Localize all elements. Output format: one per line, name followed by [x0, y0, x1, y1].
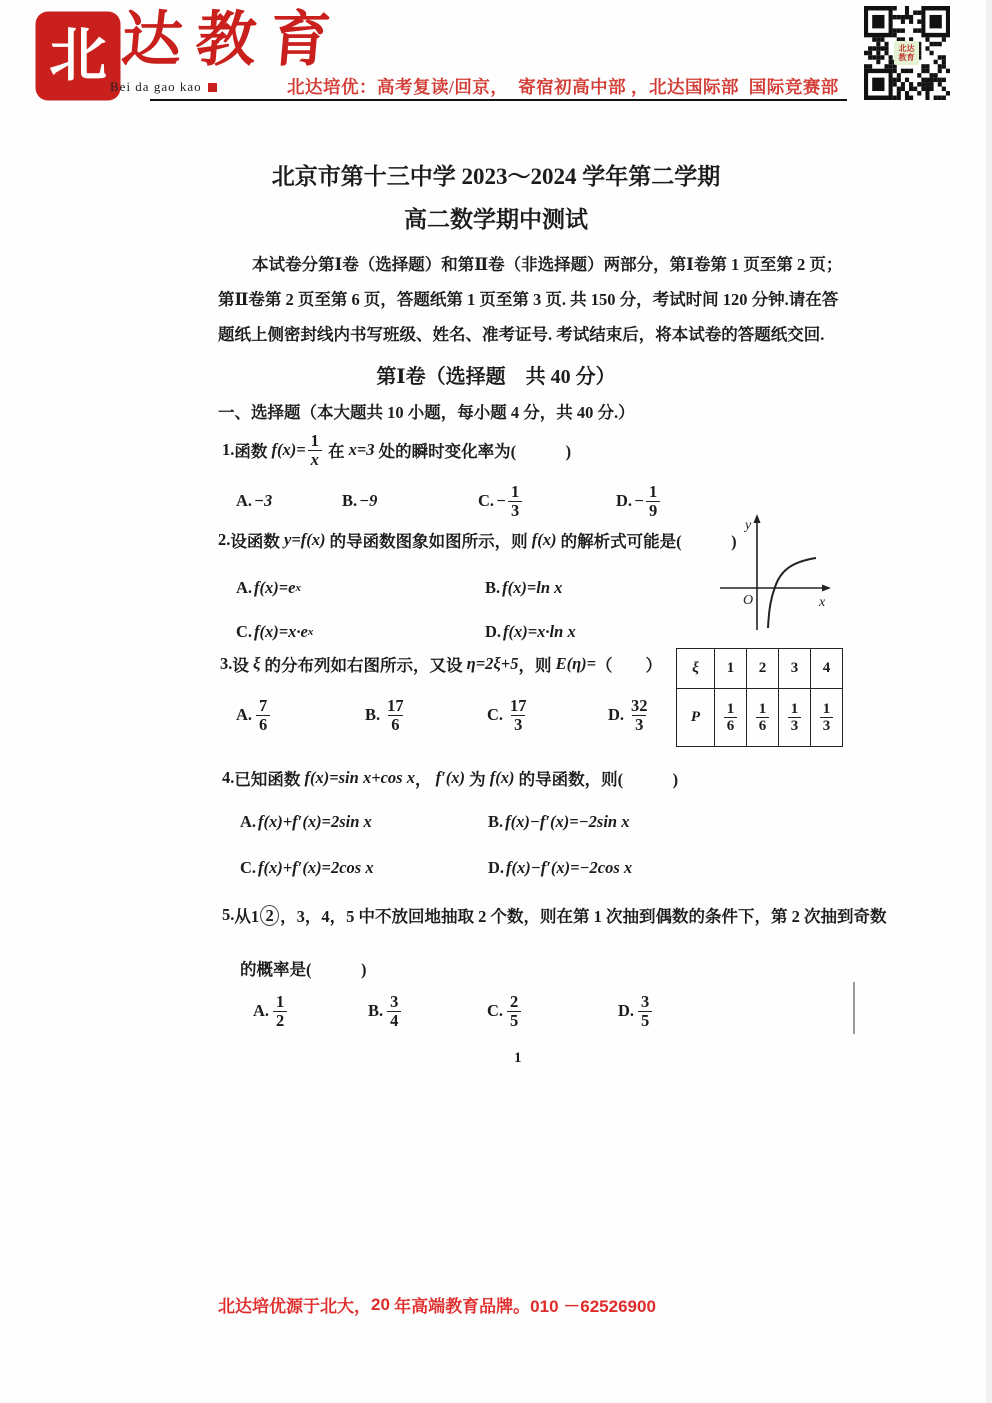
fraction: $\frac{7}{6}$	[256, 697, 270, 734]
y-axis-arrow	[754, 514, 761, 523]
q4-option-a: A. f(x)+f′(x)=2sin x	[240, 812, 372, 831]
fraction: $\frac{1}{9}$	[646, 483, 660, 520]
x-axis-arrow	[822, 585, 831, 592]
q1-option-a: A. −3	[236, 491, 273, 510]
section1-heading: 一、选择题（本大题共 10 小题，每小题 4 分，共 40 分.）	[218, 403, 635, 422]
q1-option-d: D. − $\frac{1}{9}$	[616, 478, 662, 524]
q1-number: 1.	[222, 440, 235, 459]
part1-heading: 第Ⅰ卷（选择题 共 40 分）	[376, 366, 616, 388]
q1-math: f(x)=	[271, 440, 306, 459]
q2-option-c: C. f(x)=x·e x	[236, 622, 314, 641]
table-var-label: ξ	[677, 649, 715, 689]
q5-option-c: C. $\frac{2}{5}$	[487, 988, 523, 1034]
brand-subtitle	[110, 79, 217, 95]
q3-option-d: D. $\frac{32}{3}$	[608, 692, 653, 738]
exam-title-line2: 高二数学期中测试	[404, 207, 588, 232]
brand-tagline: 北达培优：高考复读/回京， 寄宿初高中部 ，北达国际部 国际竞赛部	[287, 77, 839, 97]
q4-option-d: D. f(x)−f′(x)=−2cos x	[488, 858, 633, 877]
qr-center-badge	[894, 41, 919, 65]
q2-option-a: A. f(x)=e x	[236, 578, 302, 597]
q2-option-d: D. f(x)=x·ln x	[485, 622, 576, 641]
question-1-stem: 1. 函数 f(x)= $\frac{1}{x}$ 在 x=3 处的瞬时变化率为( )	[222, 430, 572, 469]
question-4-stem: 4. 已知函数 f(x)=sin x+cos x ， f′(x) 为 f(x) 的导函数，则( )	[222, 768, 679, 789]
table-p-label: P	[677, 689, 715, 747]
table-row-values: ξ 1 2 3 4	[677, 649, 843, 689]
fraction: $\frac{1}{6}$	[724, 701, 738, 734]
fraction: $\frac{1}{3}$	[788, 701, 802, 734]
seal-character: 北	[48, 23, 107, 88]
brand-seal-logo	[38, 14, 118, 98]
qr-code	[864, 6, 950, 100]
fraction: $\frac{1}{2}$	[273, 993, 287, 1030]
q1-text: 函数	[234, 442, 272, 461]
qr-badge-line2: 教育	[898, 53, 915, 62]
qr-badge-line1: 北达	[898, 43, 915, 53]
fraction: $\frac{1}{6}$	[756, 701, 770, 734]
fraction: $\frac{1}{x}$	[308, 432, 322, 469]
exam-title-line1: 北京市第十三中学 2023～2024 学年第二学期	[271, 164, 721, 189]
q5-option-b: B. $\frac{3}{4}$	[368, 988, 403, 1034]
y-axis-label: y	[745, 518, 752, 533]
brand-subtitle-text: Bei da gao kao	[110, 79, 202, 94]
origin-label: O	[743, 593, 754, 608]
fraction: $\frac{3}{4}$	[387, 993, 401, 1030]
table-row-probabilities	[677, 689, 843, 747]
q1-option-c: C. − $\frac{1}{3}$	[478, 478, 524, 524]
intro-line-1: 本试卷分第Ⅰ卷（选择题）和第Ⅱ卷（非选择题）两部分，第Ⅰ卷第 1 页至第 2 页；	[252, 255, 843, 274]
scan-edge-shadow	[986, 0, 992, 1403]
fraction: $\frac{1}{3}$	[508, 483, 522, 520]
derivative-function-graph	[712, 510, 837, 635]
q3-option-a: A. $\frac{7}{6}$	[236, 692, 272, 738]
q5-option-d: D. $\frac{3}{5}$	[618, 988, 654, 1034]
page-number: 1	[514, 1050, 522, 1066]
intro-line-3: 题纸上侧密封线内书写班级、姓名、准考证号. 考试结束后，将本试卷的答题纸交回.	[218, 325, 825, 344]
x-axis-label: x	[819, 595, 826, 610]
q4-option-c: C. f(x)+f′(x)=2cos x	[240, 858, 374, 877]
fraction: $\frac{17}{3}$	[510, 695, 527, 734]
circled-number: 2	[260, 905, 279, 926]
q3-number: 3.	[220, 654, 233, 673]
distribution-table	[676, 648, 843, 747]
q4-number: 4.	[222, 768, 235, 787]
q4-option-b: B. f(x)−f′(x)=−2sin x	[488, 812, 630, 831]
fraction: $\frac{2}{5}$	[507, 993, 521, 1030]
q5-number: 5.	[222, 905, 235, 924]
header-divider	[150, 99, 847, 101]
question-3-stem: 3. 设 ξ 的分布列如右图所示，又设 η=2ξ+5 ，则 E(η)= （ ）	[220, 654, 663, 675]
q1-option-b: B. −9	[342, 491, 378, 510]
fraction: $\frac{3}{5}$	[638, 993, 652, 1030]
q3-option-b: B. $\frac{17}{6}$	[365, 692, 409, 738]
brand-name-calligraphy: 达教育	[119, 7, 347, 73]
fraction: $\frac{17}{6}$	[387, 695, 404, 734]
red-square-bullet	[208, 83, 217, 92]
scan-artifact-line	[853, 982, 855, 1034]
question-2-stem: 2. 设函数 y=f(x) 的导函数图象如图所示，则 f(x) 的解析式可能是( )	[218, 530, 737, 551]
q5-option-a: A. $\frac{1}{2}$	[253, 988, 289, 1034]
question-5-stem-line1: 5. 从1 2 ，3，4，5 中不放回地抽取 2 个数，则在第 1 次抽到偶数的条件下，第 2 次抽到奇数	[222, 905, 887, 926]
fraction: $\frac{32}{3}$	[631, 695, 648, 734]
question-5-stem-line2: 的概率是( )	[240, 960, 367, 979]
q2-option-b: B. f(x)=ln x	[485, 578, 563, 597]
intro-line-2: 第Ⅱ卷第 2 页至第 6 页，答题纸第 1 页至第 3 页. 共 150 分，考试时间 120 分钟.请在答	[218, 290, 839, 309]
fraction: $\frac{1}{3}$	[820, 701, 834, 734]
q3-option-c: C. $\frac{17}{3}$	[487, 692, 532, 738]
footer-phone: 010 －62526900	[530, 1297, 656, 1316]
footer-slogan: 北达培优源于北大， 20 年高端教育品牌。 010 －62526900	[218, 1292, 656, 1317]
q2-number: 2.	[218, 530, 231, 549]
